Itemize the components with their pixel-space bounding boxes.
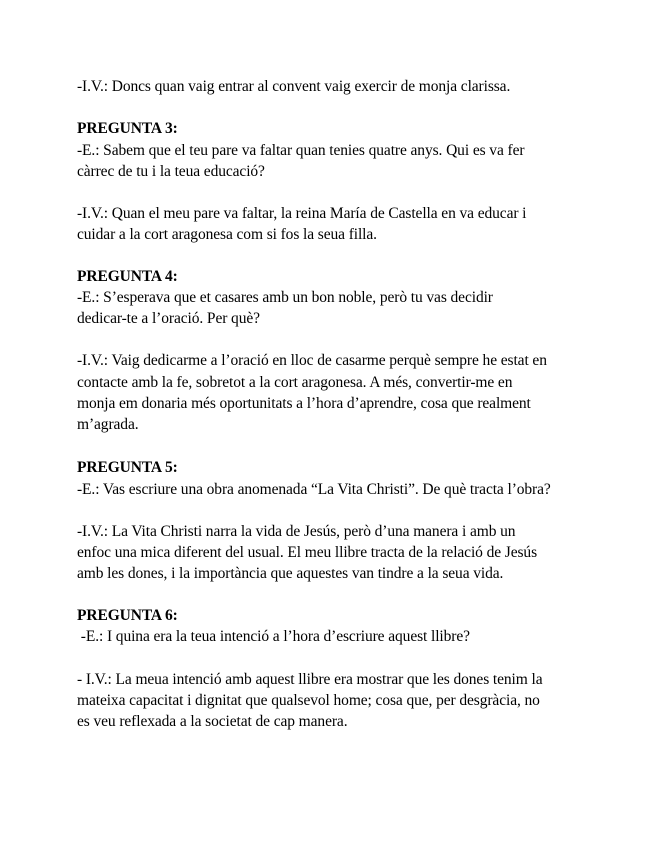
answer-text-line: - I.V.: La meua intenció amb aquest llibre era mostrar que les dones tenim la (77, 671, 543, 688)
answer-text-line: cuidar a la cort aragonesa com si fos la seua filla. (77, 226, 377, 243)
answer-text-line: -I.V.: La Vita Christi narra la vida de Jesús, però d’una manera i amb un (77, 523, 516, 540)
answer-text-line: -I.V.: Vaig dedicarme a l’oració en lloc de casarme perquè sempre he estat en (77, 352, 547, 369)
answer-text-line: enfoc una mica diferent del usual. El meu llibre tracta de la relació de Jesús (77, 544, 538, 561)
question-text-line: -E.: S’esperava que et casares amb un bon noble, però tu vas decidir (77, 289, 493, 306)
answer-text-line: m’agrada. (77, 416, 139, 433)
question-text-line: -E.: Sabem que el teu pare va faltar quan tenies quatre anys. Qui es va fer (77, 142, 525, 159)
question-heading: PREGUNTA 6: (77, 607, 178, 624)
intro-answer-line: -I.V.: Doncs quan vaig entrar al convent vaig exercir de monja clarissa. (77, 78, 511, 95)
question-text-line: càrrec de tu i la teua educació? (77, 163, 265, 180)
answer-text-line: contacte amb la fe, sobretot a la cort aragonesa. A més, convertir-me en (77, 374, 513, 391)
question-text-line: dedicar-te a l’oració. Per què? (77, 310, 260, 327)
answer-text-line: monja em donaria més oportunitats a l’hora d’aprendre, cosa que realment (77, 395, 531, 412)
answer-text-line: -I.V.: Quan el meu pare va faltar, la reina María de Castella en va educar i (77, 205, 527, 222)
question-text-line: -E.: I quina era la teua intenció a l’hora d’escriure aquest llibre? (77, 628, 470, 645)
question-text-line: -E.: Vas escriure una obra anomenada “La Vita Christi”. De què tracta l’obra? (77, 481, 551, 498)
answer-text-line: mateixa capacitat i dignitat que qualsevol home; cosa que, per desgràcia, no (77, 692, 540, 709)
question-heading: PREGUNTA 4: (77, 268, 178, 285)
answer-text-line: amb les dones, i la importància que aquestes van tindre a la seua vida. (77, 565, 504, 582)
answer-text-line: es veu reflexada a la societat de cap manera. (77, 713, 348, 730)
question-heading: PREGUNTA 3: (77, 120, 178, 137)
question-heading: PREGUNTA 5: (77, 459, 178, 476)
